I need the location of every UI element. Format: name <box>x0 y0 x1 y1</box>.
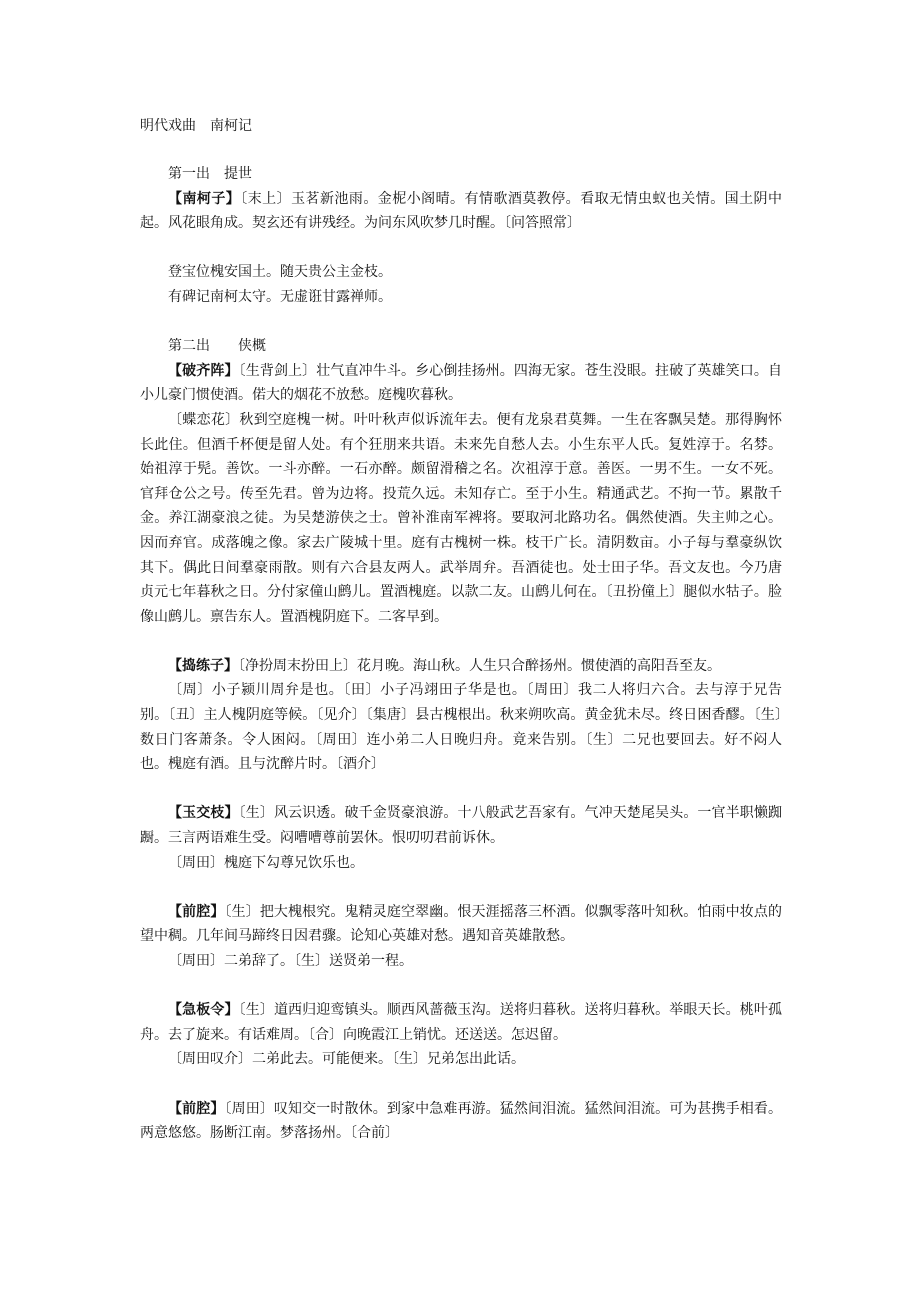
paragraph <box>140 187 782 236</box>
paragraph <box>140 998 782 1047</box>
paragraph <box>140 851 782 876</box>
tune-name: 【捣练子】 <box>168 657 238 674</box>
tune-name: 【急板令】 <box>168 1002 239 1019</box>
paragraph-text: 〔周田〕二弟辞了。〔生〕送贤弟一程。 <box>168 953 413 969</box>
paragraph-text: 〔生背剑上〕壮气直冲牛斗。乡心倒挂扬州。四海无家。苍生没眼。拄破了英雄笑口。自小儿豪门惯使酒。偌大的烟花不放愁。庭槐吹暮秋。 <box>140 362 783 404</box>
paragraph <box>140 408 782 629</box>
paragraph-gap <box>140 875 782 900</box>
tune-name: 【前腔】 <box>168 1100 225 1117</box>
document-title: 明代戏曲 南柯记 <box>140 118 252 134</box>
paragraph <box>140 900 782 949</box>
paragraph-gap <box>140 1072 782 1097</box>
paragraph-gap <box>140 974 782 999</box>
paragraph-text: 有碑记南柯太守。无虚诳甘露禅师。 <box>168 288 392 305</box>
paragraph-text: 登宝位槐安国土。随天贵公主金枝。 <box>168 264 392 281</box>
paragraph-gap <box>140 777 782 802</box>
scene-heading: 第二出 侠概 <box>168 338 266 355</box>
paragraph-gap <box>140 310 782 335</box>
paragraph-gap <box>140 629 782 654</box>
paragraph-text: 〔末上〕玉茗新池雨。金柅小阁晴。有情歌酒莫教停。看取无情虫蚁也关情。国土阴中起。风花眼角成。契玄还有讲残经。为问东风吹梦几时醒。〔问答照常〕 <box>140 190 783 232</box>
tune-name: 【前腔】 <box>168 903 225 920</box>
paragraph <box>140 654 782 679</box>
paragraph <box>140 801 782 850</box>
paragraph-text: 〔净扮周末扮田上〕花月晚。海山秋。人生只合醉扬州。惯使酒的高阳吾至友。 <box>238 657 721 674</box>
paragraph <box>140 1097 782 1146</box>
paragraph <box>140 285 782 310</box>
paragraph-text: 〔周田叹介〕二弟此去。可能便来。〔生〕兄弟怎出此话。 <box>168 1051 525 1068</box>
paragraph-text: 〔生〕把大槐根究。鬼精灵庭空翠幽。恨天涯摇落三杯酒。似飘零落叶知秋。怕雨中妆点的望中稠。几年间马蹄终日因君骤。论知心英雄对愁。遇知音英雄散愁。 <box>140 903 783 945</box>
tune-name: 【南柯子】 <box>168 190 241 207</box>
paragraph-text: 〔生〕道西归迎鸾镇头。顺西风蔷薇玉沟。送将归暮秋。送将归暮秋。举眼天长。桃叶孤舟。去了旋来。有话难周。〔合〕向晚霞江上销忧。还送送。怎迟留。 <box>140 1002 783 1043</box>
paragraph-text: 〔生〕风云识透。破千金贤豪浪游。十八般武艺吾家有。气冲天楚尾吴头。一官半职懒踟蹰。三言两语难生受。闷嘈嘈尊前罢休。恨叨叨君前诉休。 <box>140 805 783 847</box>
document-body <box>140 162 782 1146</box>
paragraph <box>140 1047 782 1072</box>
paragraph <box>140 949 782 974</box>
tune-name: 【玉交枝】 <box>168 805 239 822</box>
paragraph-text: 〔周田〕槐庭下勾尊兄饮乐也。 <box>168 854 364 871</box>
paragraph <box>140 260 782 285</box>
paragraph <box>140 359 782 408</box>
tune-name: 【破齐阵】 <box>168 362 239 379</box>
paragraph-text: 〔周〕小子颍川周弁是也。〔田〕小子冯翊田子华是也。〔周田〕我二人将归六合。去与淳于兄告别。〔丑〕主人槐阴庭等候。〔见介〕〔集唐〕县古槐根出。秋来朔吹高。黄金犹未尽。终日困香醪。〔生〕数日门客萧条。令人困闷。〔周田〕连小弟二人日晚归舟。竟来告别。〔生〕二兄也要回去。好不闷人也。槐庭有酒。且与沈醉片时。〔酒介〕 <box>140 682 782 773</box>
paragraph-gap <box>140 236 782 261</box>
paragraph-text: 〔周田〕叹知交一时散休。到家中急难再游。猛然间泪流。猛然间泪流。可为甚携手相看。两意悠悠。肠断江南。梦落扬州。〔合前〕 <box>140 1100 783 1142</box>
paragraph <box>140 678 782 776</box>
scene-heading: 第一出 提世 <box>168 166 252 182</box>
paragraph-text: 〔蝶恋花〕秋到空庭槐一树。叶叶秋声似诉流年去。便有龙泉君莫舞。一生在客飘吴楚。那得胸怀长此住。但酒千杯便是留人处。有个狂朋来共语。未来先自愁人去。小生东平人氏。复姓淳于。名棼。始祖淳于髡。善饮。一斗亦醉。一石亦醉。颇留滑稽之名。次祖淳于意。善医。一男不生。一女不死。官拜仓公之号。传至先君。曾为边将。投荒久远。未知存亡。至于小生。精通武艺。不拘一节。累散千金。养江湖豪浪之徒。为吴楚游侠之士。曾补淮南军裨将。要取河北路功名。偶然使酒。失主帅之心。因而弃官。成落魄之像。家去广陵城十里。庭有古槐树一株。枝干广长。清阴数亩。小子每与羣豪纵饮其下。偶此日间羣豪雨散。则有六合县友两人。武举周弁。吾酒徒也。处士田子华。吾文友也。今乃唐贞元七年暮秋之日。分付家僮山鹧儿。置酒槐庭。以款二友。山鹧儿何在。〔丑扮僮上〕腿似水牯子。脸像山鹧儿。禀告东人。置酒槐阴庭下。二客早到。 <box>140 411 782 625</box>
